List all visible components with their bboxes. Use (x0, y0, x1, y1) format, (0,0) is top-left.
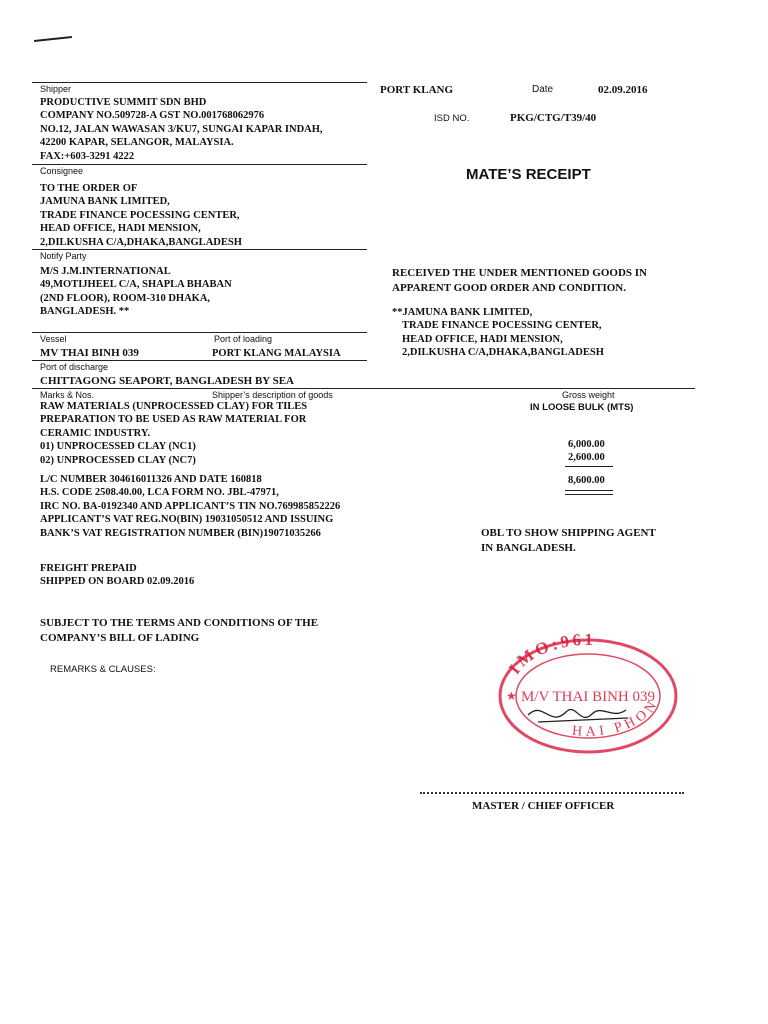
lc-line: L/C NUMBER 304616011326 AND DATE 160818 (40, 474, 262, 485)
divider-consignee (32, 164, 367, 165)
obl-line: OBL TO SHOW SHIPPING AGENT (481, 527, 656, 539)
consignee-line: TRADE FINANCE POCESSING CENTER, (40, 209, 240, 221)
lc-line: APPLICANT’S VAT REG.NO(BIN) 19031050512 AND ISSUING (40, 514, 334, 526)
description-line: RAW MATERIALS (UNPROCESSED CLAY) FOR TILES (40, 401, 308, 412)
port-discharge-label: Port of discharge (40, 362, 109, 372)
obl-line: IN BANGLADESH. (481, 542, 576, 554)
consignee-line: TO THE ORDER OF (40, 183, 138, 194)
consignee-line: JAMUNA BANK LIMITED, (40, 196, 170, 208)
notify-label: Notify Party (40, 251, 87, 261)
notify-line: M/S J.M.INTERNATIONAL (40, 266, 171, 277)
marks-label: Marks & Nos. (40, 390, 95, 400)
received-line: APPARENT GOOD ORDER AND CONDITION. (392, 282, 626, 294)
bank-line: HEAD OFFICE, HADI MENSION, (402, 333, 563, 345)
stamp-bottom-text: HAI PHON (571, 695, 663, 740)
stamp-mid-text: M/V THAI BINH 039 (520, 689, 656, 705)
description-label: Shipper’s description of goods (212, 390, 333, 400)
lc-line: IRC NO. BA-0192340 AND APPLICANT’S TIN NO.769985852226 (40, 500, 341, 512)
freight-note (40, 562, 194, 589)
stamp-seal-icon (488, 630, 688, 760)
port-loading-label: Port of loading (214, 334, 273, 344)
signature-label: MASTER / CHIEF OFFICER (472, 800, 615, 812)
signature-scribble (528, 709, 628, 722)
ship-stamp (488, 630, 688, 760)
freight-line: SHIPPED ON BOARD 02.09.2016 (40, 576, 195, 588)
weight-total-double-line (565, 490, 613, 495)
notify-line: (2ND FLOOR), ROOM-310 DHAKA, (40, 292, 211, 304)
weight-item-2: 2,600.00 (568, 452, 605, 463)
terms-line: SUBJECT TO THE TERMS AND CONDITIONS OF THE (40, 617, 319, 629)
received-statement (392, 266, 647, 296)
consignee-line: 2,DILKUSHA C/A,DHAKA,BANGLADESH (40, 236, 242, 248)
description-line: PREPARATION TO BE USED AS RAW MATERIAL FOR (40, 414, 307, 426)
divider-vessel (32, 332, 367, 333)
divider-discharge (32, 360, 367, 361)
vessel-label: Vessel (40, 334, 67, 344)
port-discharge-value: CHITTAGONG SEAPORT, BANGLADESH BY SEA (40, 375, 294, 387)
consignee-block (40, 182, 242, 249)
shipper-label: Shipper (40, 84, 72, 94)
isd-value: PKG/CTG/T39/40 (510, 112, 597, 124)
date-label: Date (532, 84, 554, 95)
lc-line: H.S. CODE 2508.40.00, LCA FORM NO. JBL-47971, (40, 487, 279, 499)
stamp-top-text: IMO:961 (504, 630, 596, 678)
bank-block (392, 306, 604, 360)
divider-goods (32, 388, 695, 389)
freight-line: FREIGHT PREPAID (40, 563, 137, 574)
pen-mark (34, 36, 72, 42)
description-line: 01) UNPROCESSED CLAY (NC1) (40, 441, 196, 453)
weight-total: 8,600.00 (568, 475, 605, 486)
bank-line: **JAMUNA BANK LIMITED, (392, 307, 533, 318)
weight-item-1: 6,000.00 (568, 439, 605, 450)
description-line: CERAMIC INDUSTRY. (40, 427, 151, 439)
divider-notify (32, 249, 367, 250)
terms-line: COMPANY’S BILL OF LADING (40, 631, 200, 644)
notify-block (40, 265, 232, 319)
terms-note (40, 616, 318, 645)
gross-weight-label: Gross weight (562, 390, 615, 400)
gross-weight-unit: IN LOOSE BULK (MTS) (530, 402, 634, 413)
document-title: MATE’S RECEIPT (466, 166, 591, 183)
shipper-block (40, 96, 323, 163)
svg-text:★: ★ (506, 689, 517, 703)
isd-label: ISD NO. (434, 113, 470, 124)
weight-subtotal-line (565, 466, 613, 467)
date-value: 02.09.2016 (598, 84, 648, 96)
received-line: RECEIVED THE UNDER MENTIONED GOODS IN (392, 267, 647, 279)
port-name: PORT KLANG (380, 84, 454, 96)
lc-line: BANK’S VAT REGISTRATION NUMBER (BIN)19071035266 (40, 527, 321, 539)
signature-line (420, 792, 684, 794)
divider-top-left (32, 82, 367, 83)
goods-description (40, 400, 307, 467)
consignee-line: HEAD OFFICE, HADI MENSION, (40, 223, 201, 235)
port-loading-value: PORT KLANG MALAYSIA (212, 348, 341, 359)
bank-line: 2,DILKUSHA C/A,DHAKA,BANGLADESH (402, 347, 604, 359)
shipper-line: PRODUCTIVE SUMMIT SDN BHD (40, 97, 207, 108)
notify-line: 49,MOTIJHEEL C/A, SHAPLA BHABAN (40, 279, 232, 291)
description-line: 02) UNPROCESSED CLAY (NC7) (40, 454, 196, 466)
vessel-name: MV THAI BINH 039 (40, 347, 139, 359)
consignee-label: Consignee (40, 166, 84, 176)
shipper-line: FAX:+603-3291 4222 (40, 150, 135, 162)
obl-note (481, 526, 656, 556)
notify-line: BANGLADESH. ** (40, 306, 130, 318)
bank-line: TRADE FINANCE POCESSING CENTER, (402, 320, 602, 332)
shipper-line: NO.12, JALAN WAWASAN 3/KU7, SUNGAI KAPAR INDAH, (40, 123, 323, 135)
lc-details (40, 473, 340, 540)
remarks-label: REMARKS & CLAUSES: (50, 664, 156, 675)
shipper-line: 42200 KAPAR, SELANGOR, MALAYSIA. (40, 137, 234, 149)
shipper-line: COMPANY NO.509728-A GST NO.001768062976 (40, 110, 265, 122)
